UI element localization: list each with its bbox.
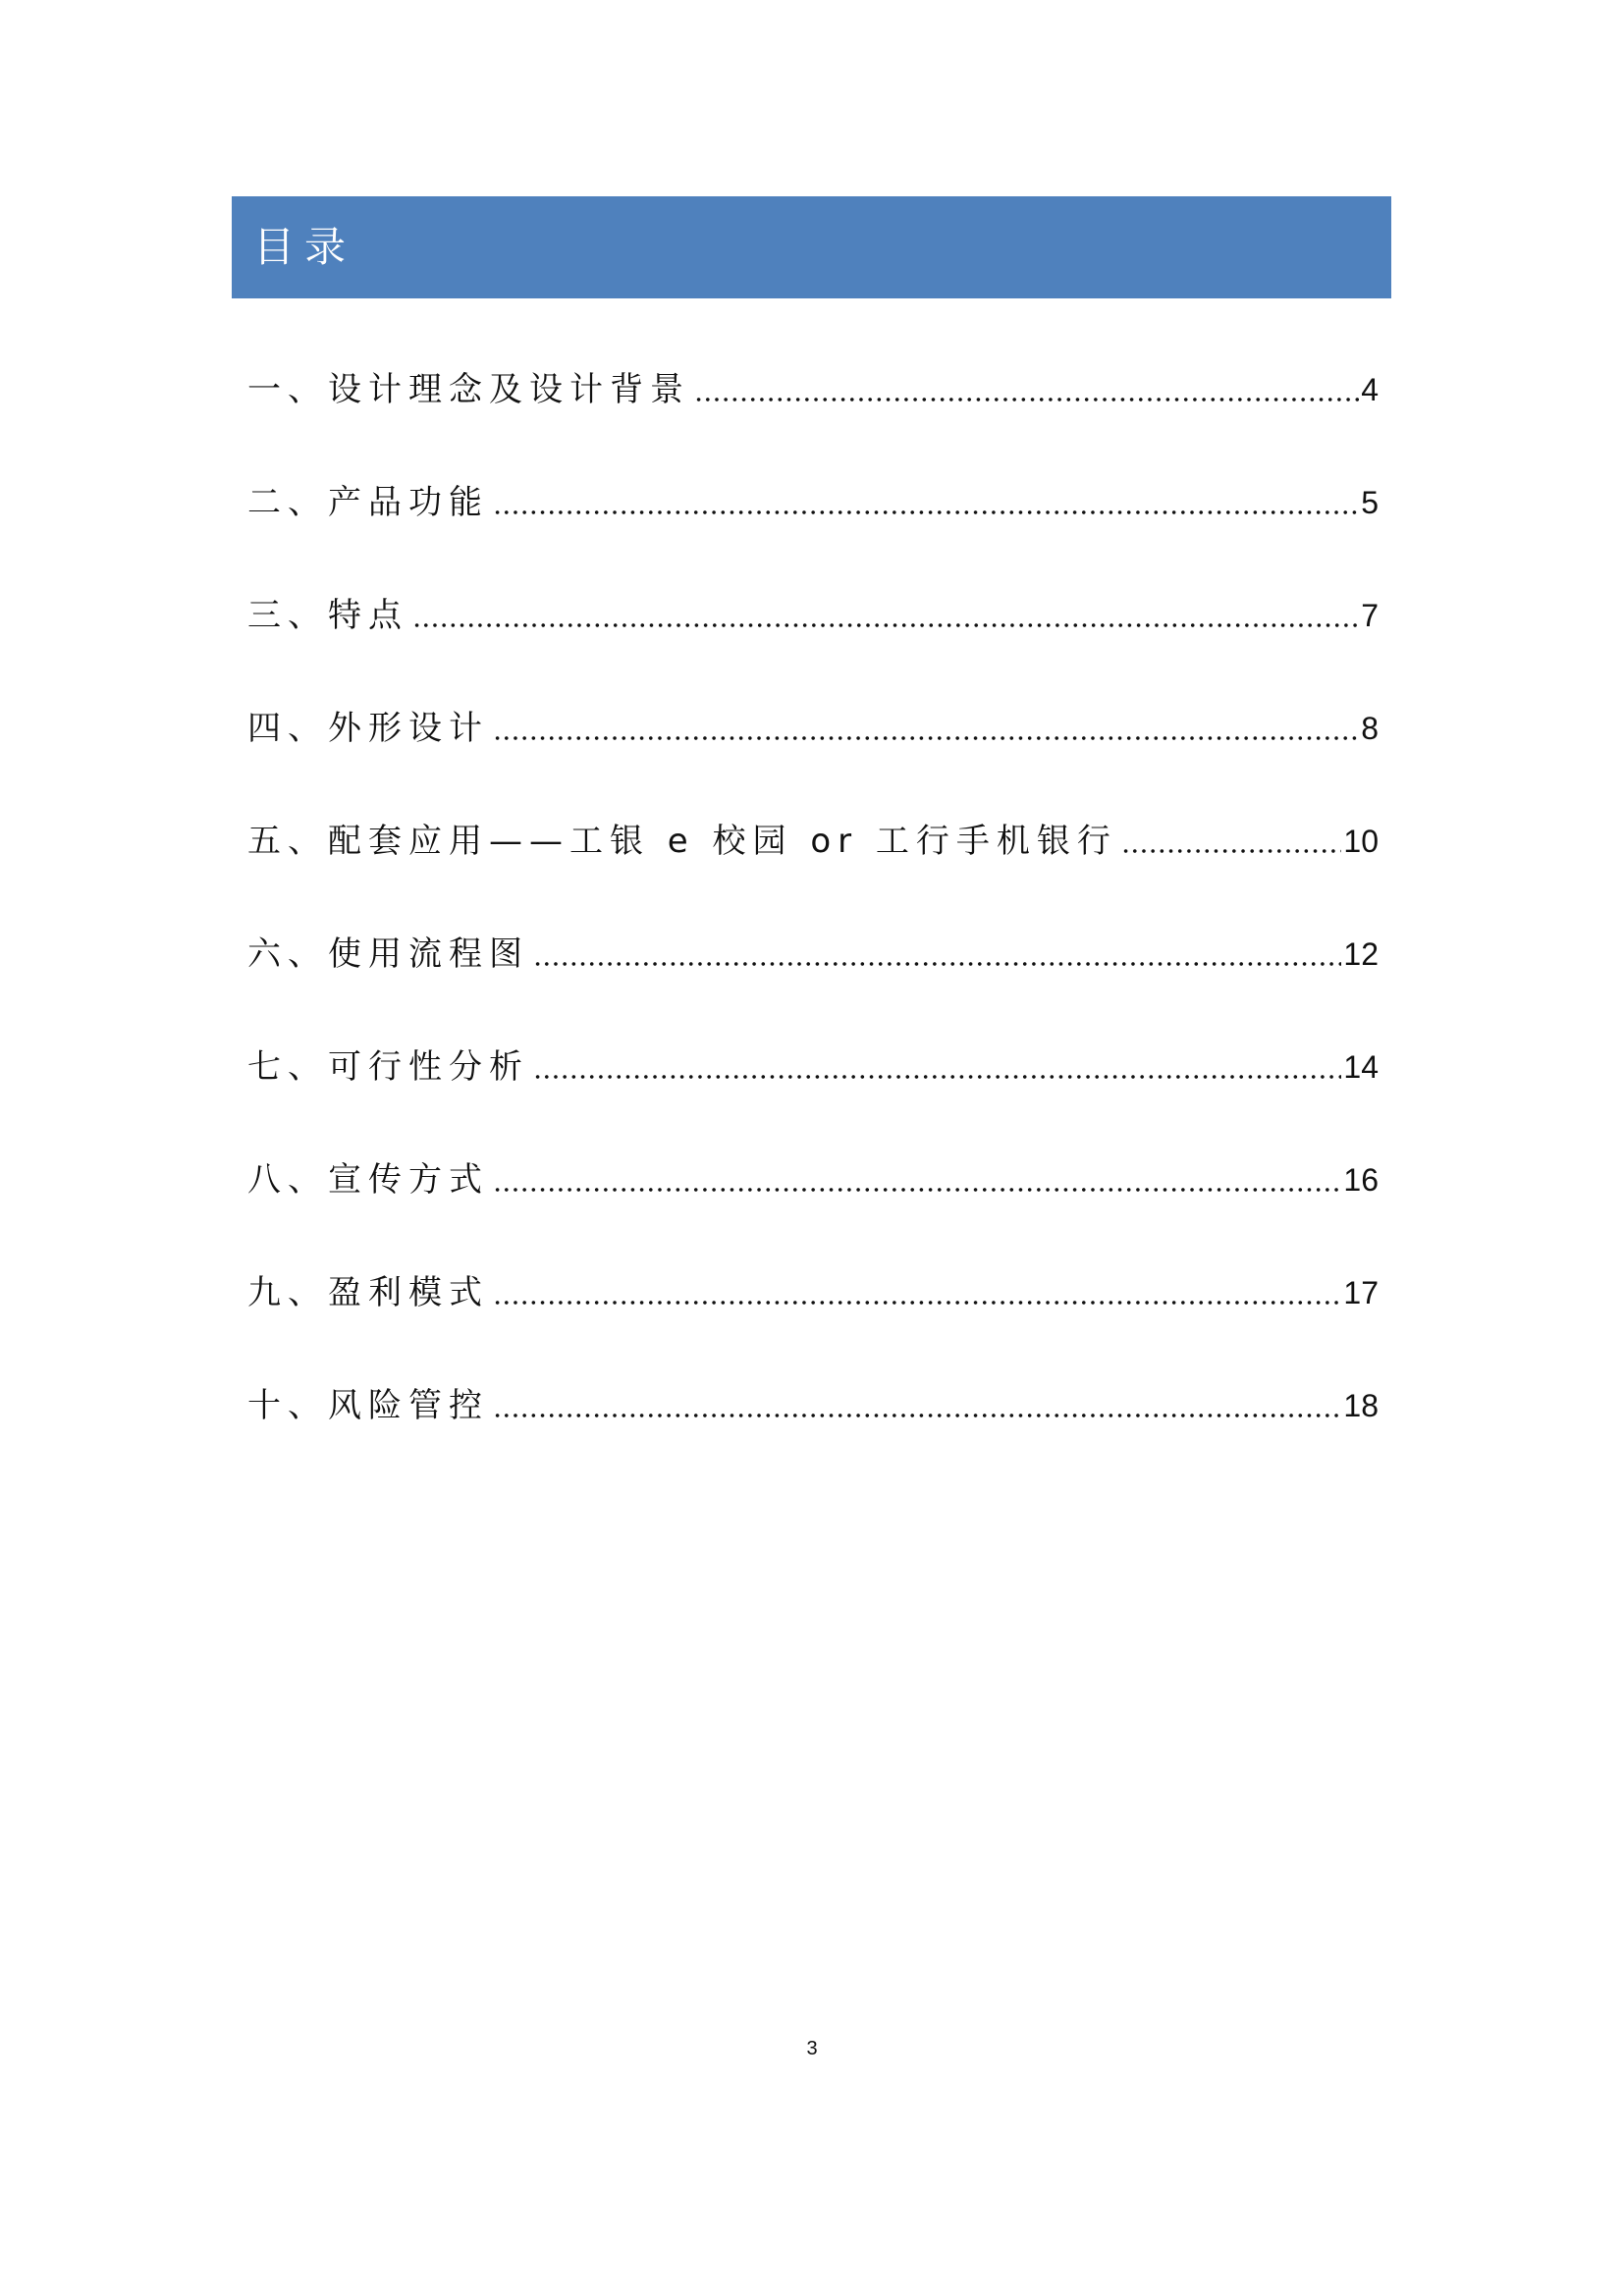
dot-leader [533,962,1341,966]
toc-header-banner [232,196,1391,298]
dot-leader [694,398,1359,401]
toc-entry-label: 九、盈利模式 [247,1273,489,1312]
dot-leader [493,1301,1341,1305]
toc-entry-page: 12 [1343,936,1379,972]
toc-entry-label: 七、可行性分析 [247,1047,529,1087]
dot-leader [493,1188,1341,1192]
toc-entry[interactable] [247,340,1379,453]
toc-entry-page: 14 [1343,1049,1379,1085]
toc-entry-page: 5 [1361,485,1379,520]
toc-entry-page: 4 [1361,372,1379,407]
toc-entry[interactable] [247,453,1379,565]
dot-leader [493,510,1359,514]
toc-entry-page: 18 [1343,1388,1379,1423]
dot-leader [493,736,1359,740]
toc-entry-label: 一、设计理念及设计背景 [247,370,690,409]
toc-entry[interactable] [247,1130,1379,1243]
toc-entry[interactable] [247,791,1379,904]
toc-entry-label: 六、使用流程图 [247,934,529,974]
toc-entry[interactable] [247,1017,1379,1130]
toc-entry-page: 16 [1343,1162,1379,1198]
toc-entry-label: 十、风险管控 [247,1386,489,1425]
toc-entry[interactable] [247,1243,1379,1356]
toc-entry[interactable] [247,678,1379,791]
toc-entry[interactable] [247,1356,1379,1468]
dot-leader [412,623,1359,627]
toc-entry-label: 二、产品功能 [247,483,489,522]
toc-entry[interactable] [247,904,1379,1017]
toc-title: 目录 [253,223,356,271]
toc-entry-label: 四、外形设计 [247,709,489,748]
dot-leader [533,1075,1341,1079]
toc-entry-label: 五、配套应用——工银 e 校园 or 工行手机银行 [247,822,1117,861]
toc-entry-label: 三、特点 [247,596,408,635]
toc-entry-page: 17 [1343,1275,1379,1310]
toc-entry[interactable] [247,565,1379,678]
toc-entry-page: 8 [1361,711,1379,746]
dot-leader [493,1414,1341,1417]
toc-entry-label: 八、宣传方式 [247,1160,489,1200]
toc-entry-page: 7 [1361,598,1379,633]
page-number: 3 [806,2038,818,2059]
dot-leader [1121,849,1341,853]
toc-list [247,340,1379,1468]
toc-entry-page: 10 [1343,824,1379,859]
